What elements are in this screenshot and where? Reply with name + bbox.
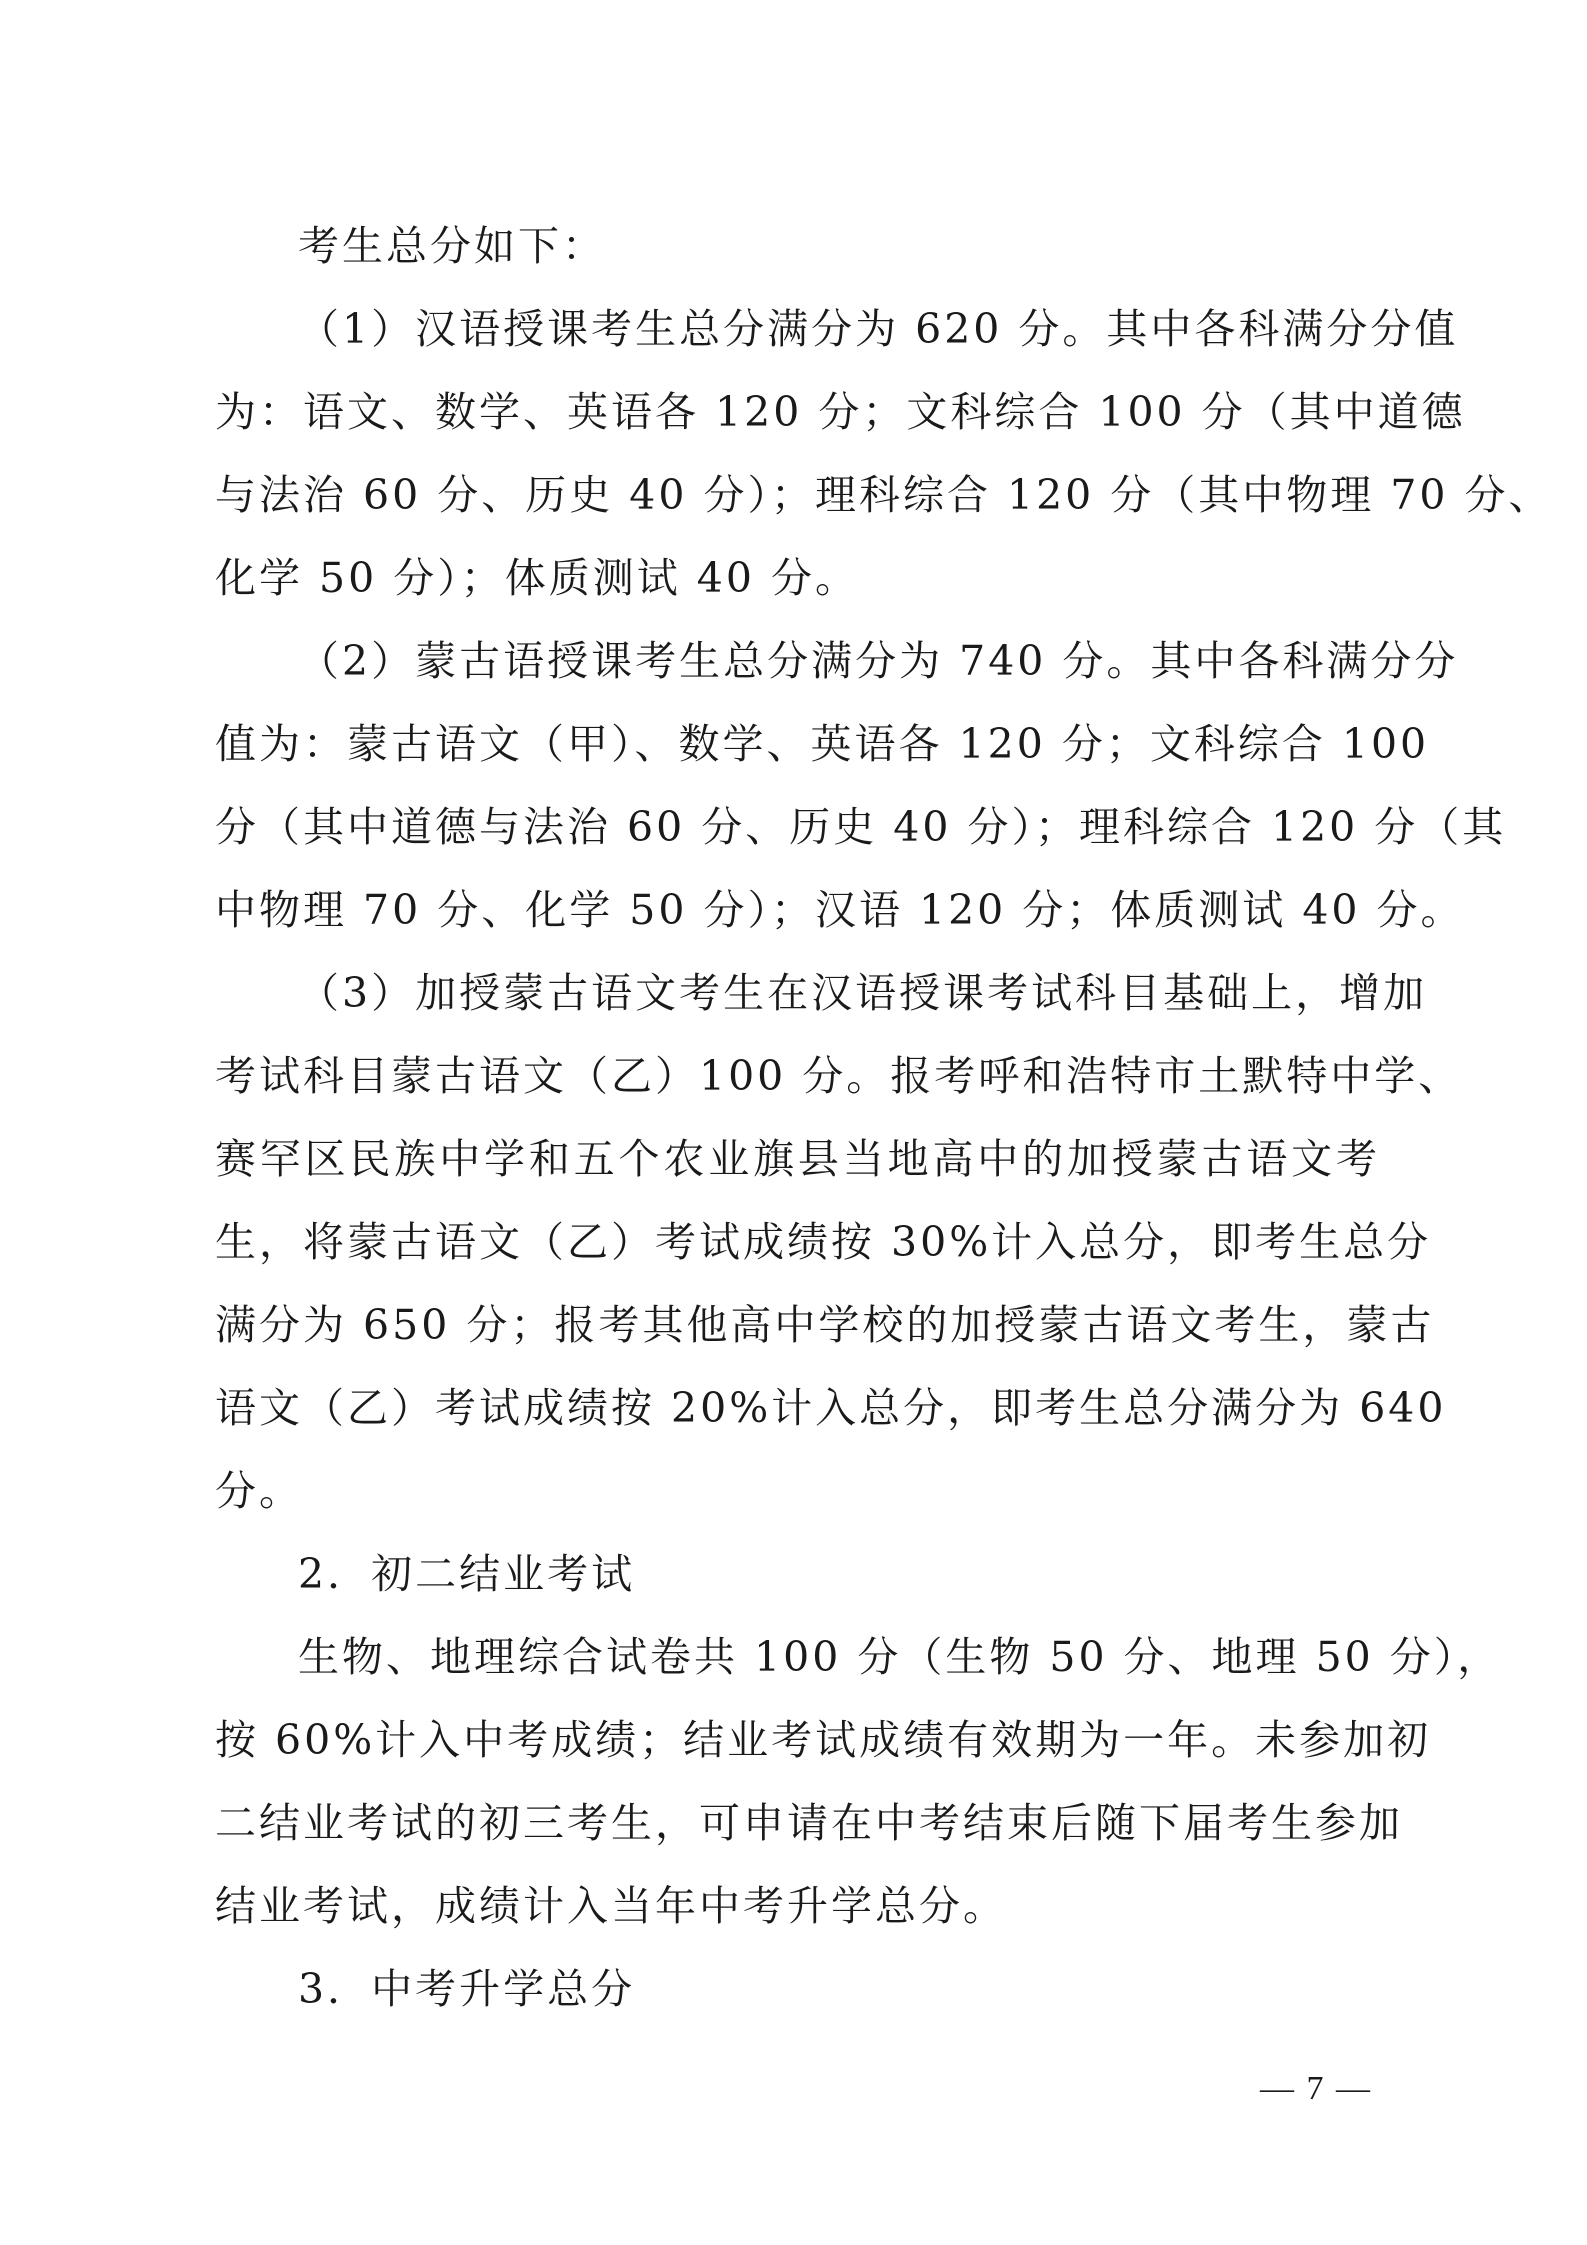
line-section-2-d: 结业考试，成绩计入当年中考升学总分。 (215, 1882, 1007, 1930)
section-heading-2: 2．初二结业考试 (298, 1550, 636, 1598)
line-item-3-f: 语文（乙）考试成绩按 20%计入总分，即考生总分满分为 640 (215, 1384, 1447, 1432)
line-section-2-b: 按 60%计入中考成绩；结业考试成绩有效期为一年。未参加初 (215, 1716, 1432, 1764)
line-item-3-b: 考试科目蒙古语文（乙）100 分。报考呼和浩特市土默特中学、 (215, 1052, 1463, 1100)
line-item-2-b: 值为：蒙古语文（甲）、数学、英语各 120 分；文科综合 100 (215, 720, 1430, 768)
line-item-3-d: 生，将蒙古语文（乙）考试成绩按 30%计入总分，即考生总分 (215, 1218, 1432, 1266)
line-item-3-a: （3）加授蒙古语文考生在汉语授课考试科目基础上，增加 (298, 969, 1428, 1017)
line-item-2-d: 中物理 70 分、化学 50 分）；汉语 120 分；体质测试 40 分。 (215, 886, 1465, 934)
page-number: — 7 — (1260, 2070, 1372, 2107)
line-item-2-a: （2）蒙古语授课考生总分满分为 740 分。其中各科满分分 (298, 637, 1459, 685)
line-item-1-c: 与法治 60 分、历史 40 分）；理科综合 120 分（其中物理 70 分、 (215, 471, 1553, 519)
line-item-1-b: 为：语文、数学、英语各 120 分；文科综合 100 分（其中道德 (215, 388, 1466, 436)
document-body (215, 205, 1553, 2031)
line-item-3-c: 赛罕区民族中学和五个农业旗县当地高中的加授蒙古语文考 (215, 1135, 1380, 1183)
line-section-2-c: 二结业考试的初三考生，可申请在中考结束后随下届考生参加 (215, 1799, 1403, 1847)
line-section-2-a: 生物、地理综合试卷共 100 分（生物 50 分、地理 50 分）， (298, 1633, 1502, 1681)
line-intro: 考生总分如下： (298, 222, 606, 270)
line-item-1-d: 化学 50 分）；体质测试 40 分。 (215, 554, 859, 602)
line-item-3-e: 满分为 650 分；报考其他高中学校的加授蒙古语文考生，蒙古 (215, 1301, 1435, 1349)
line-item-3-g: 分。 (215, 1467, 303, 1515)
line-item-2-c: 分（其中道德与法治 60 分、历史 40 分）；理科综合 120 分（其 (215, 803, 1507, 851)
section-heading-3: 3．中考升学总分 (298, 1965, 636, 2013)
line-item-1-a: （1）汉语授课考生总分满分为 620 分。其中各科满分分值 (298, 305, 1459, 353)
